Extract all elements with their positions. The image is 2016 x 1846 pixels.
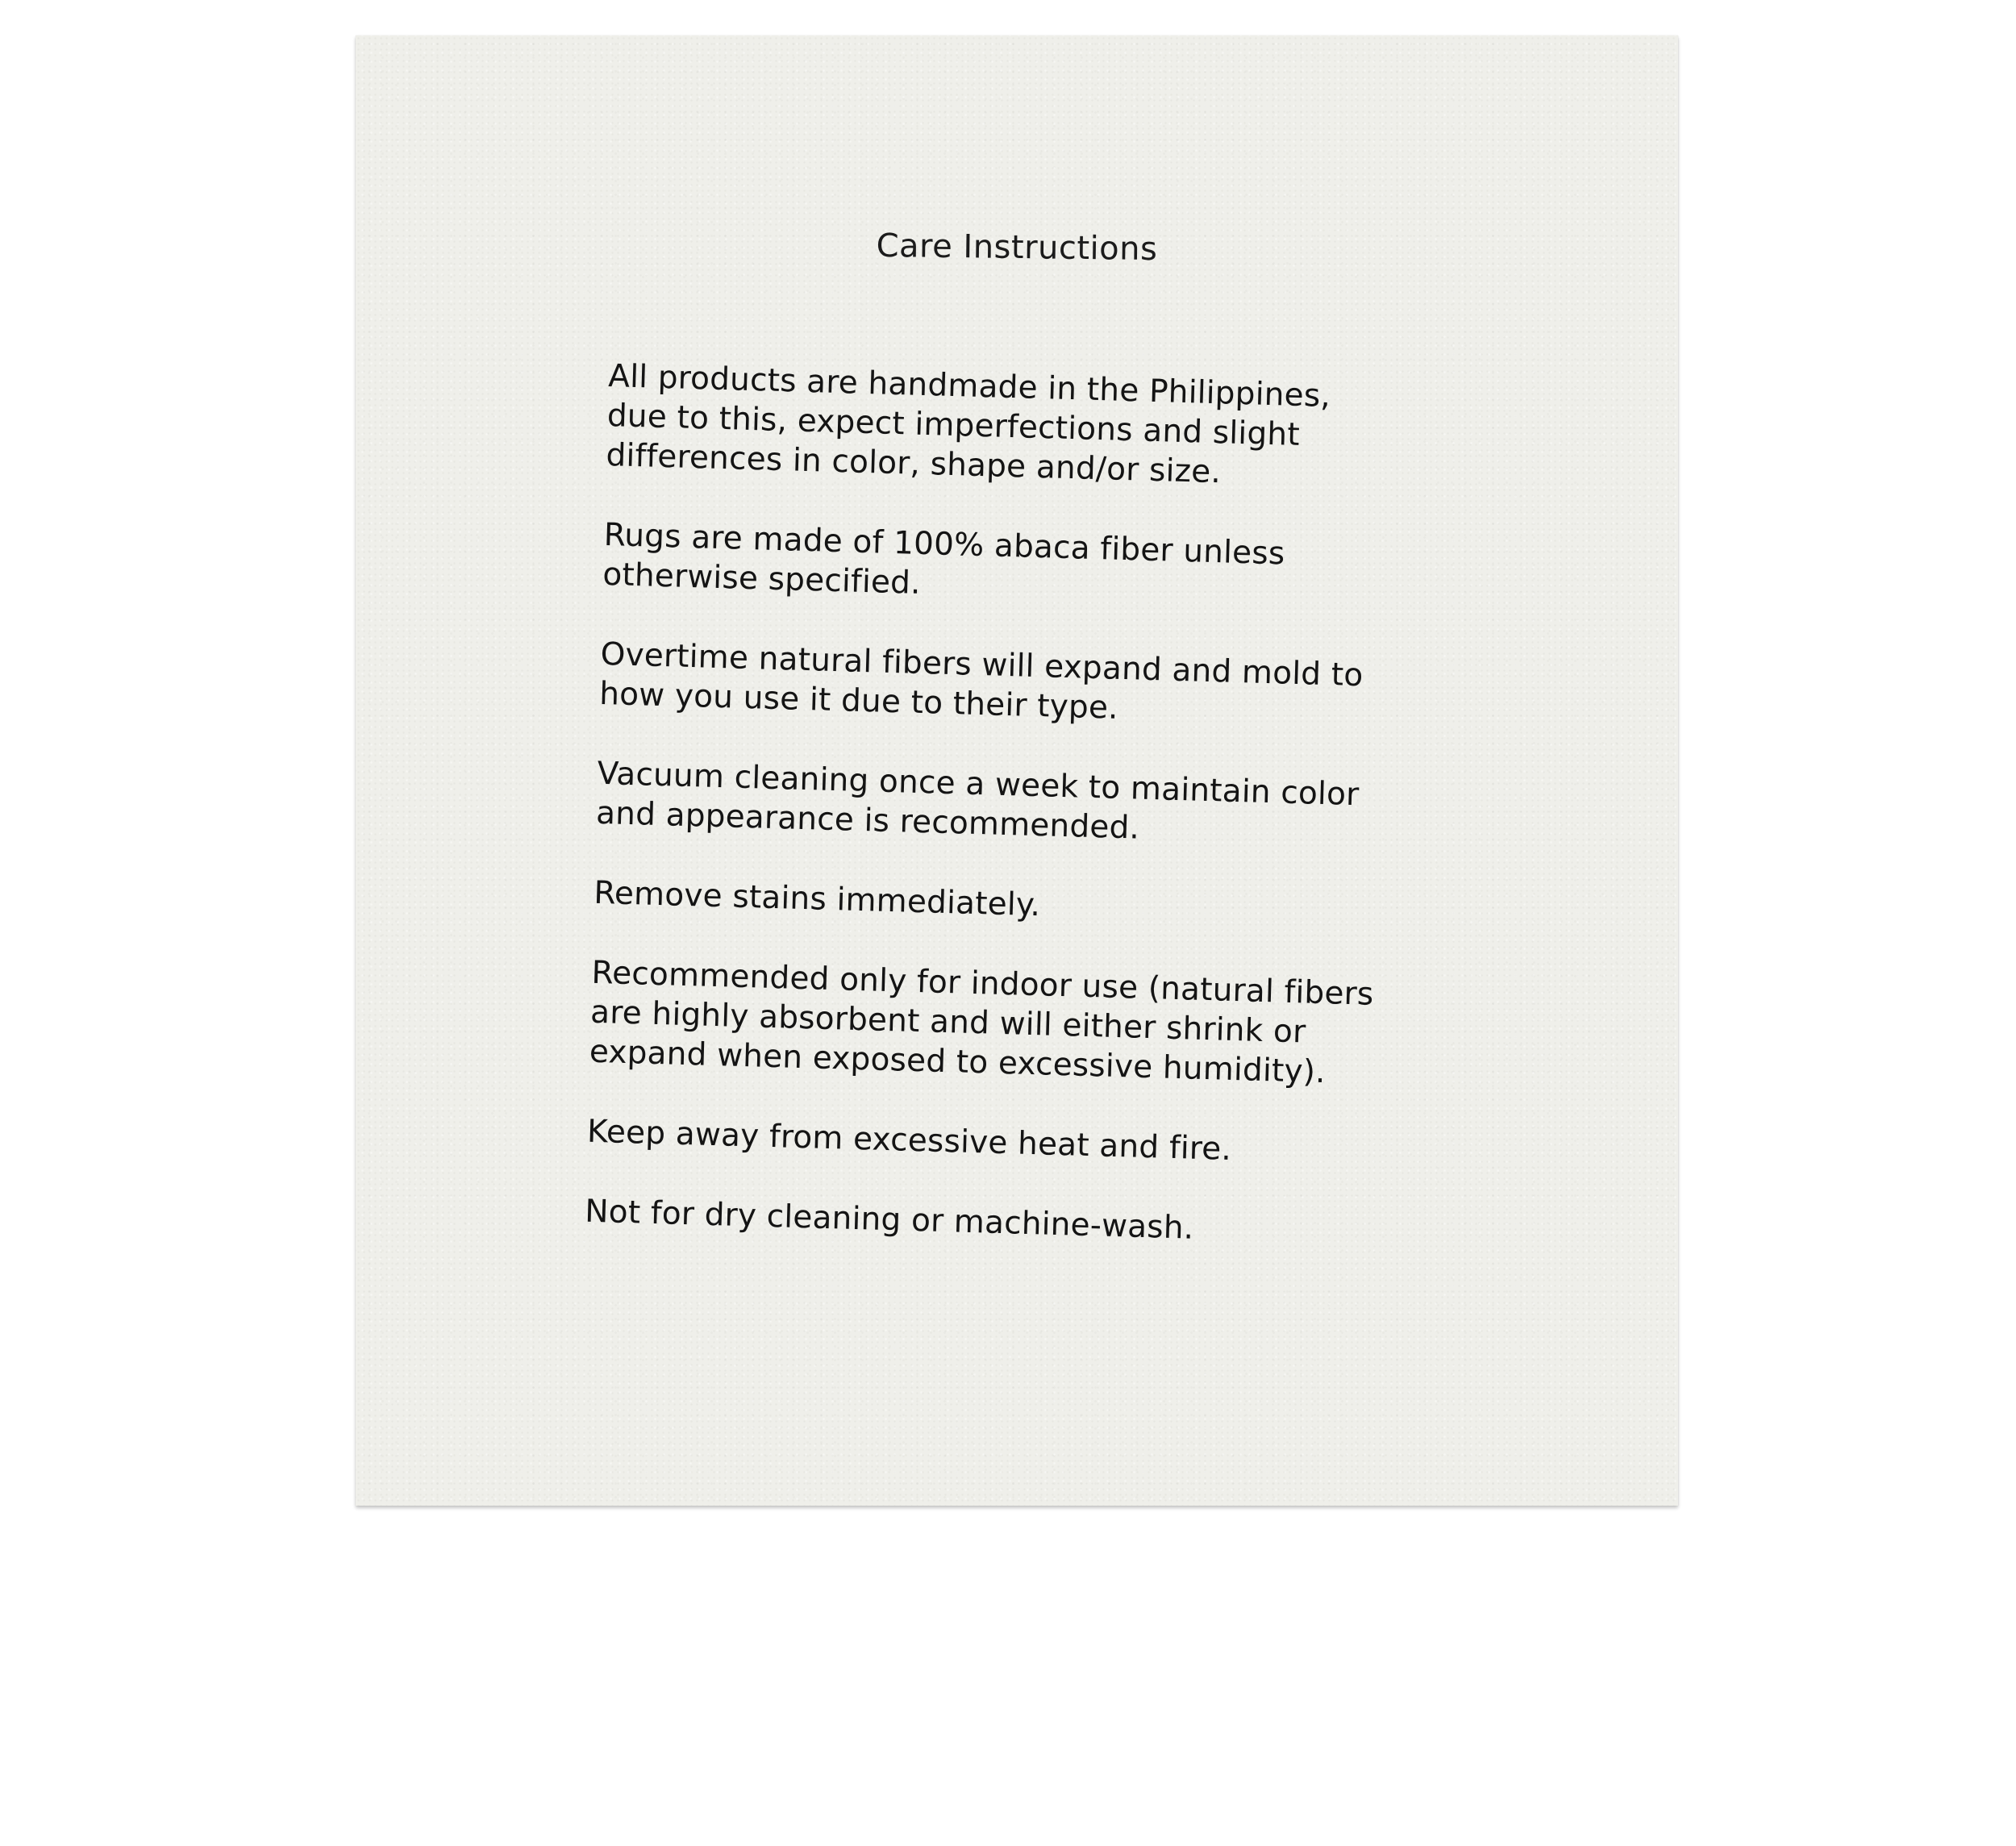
paragraph-vacuum: Vacuum cleaning once a week to maintain color and appearance is recommended. [595,755,1360,847]
paragraph-stains: Remove stains immediately. [593,874,1041,924]
paragraph-indoor-use: Recommended only for indoor use (natural fibers are highly absorbent and will either shrink or expand when exposed to excessive humidity). [589,954,1375,1091]
paragraph-dry-cleaning: Not for dry cleaning or machine-wash. [584,1193,1194,1247]
paragraph-heat-fire: Keep away from excessive heat and fire. [586,1113,1232,1168]
care-instructions-body [583,356,1422,1294]
paragraph-handmade: All products are handmade in the Philippines, due to this, expect imperfections and slight differences in color, shape and/or size. [605,357,1331,491]
card-title: Care Instructions [876,227,1158,269]
paragraph-material: Rugs are made of 100% abaca fiber unless otherwise specified. [602,516,1285,602]
paragraph-natural-fibers: Overtime natural fibers will expand and mold to how you use it due to their type. [598,635,1364,727]
care-card [356,35,1678,1506]
